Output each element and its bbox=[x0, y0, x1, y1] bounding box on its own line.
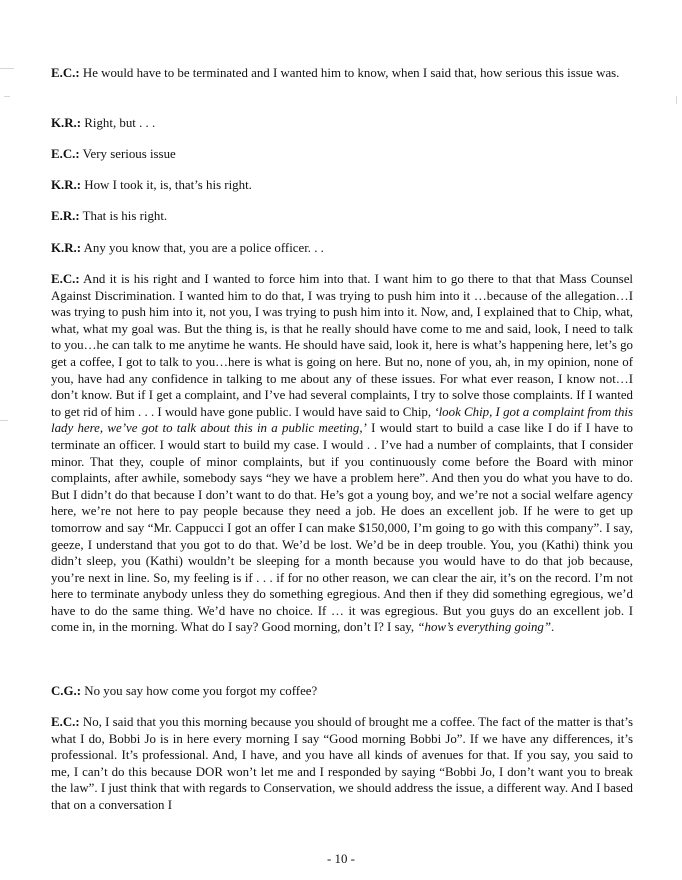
scan-mark bbox=[0, 68, 14, 69]
quoted-statement: ‘look Chip, I got a complaint from this lady here, we’ve got to talk about this in a public meeting,’ bbox=[51, 404, 633, 436]
utterance-text: Any you know that, you are a police officer. . . bbox=[81, 241, 324, 255]
utterance-text: How I took it, is, that’s his right. bbox=[81, 178, 252, 192]
utterance-text: And it is his right and I wanted to force him into that. I want him to go there to that that Mass Counsel Against Discrimination. I wanted him to do that, I was trying to push him into it …because of the allegation…I was trying to push him into it, not you, I was trying to push him into it. Now, and, I explained that to Chip, what, what, what my goal was. But the thing is, is that he really should have come to me and said, look, I need to talk to you…he can talk to me anytime he wants. He should have said, look it, here is what’s happening here, let’s go get a coffee, I got to talk to you…here is what is going on here. But no, none of you, ah, in my opinion, none of you, have had any confidence in talking to me about any of these issues. For what ever reason, I know not…I don’t know. But if I get a complaint, and I’ve had several complaints, I try to solve those complaints. If I wanted to get rid of him . . . I would have gone public. I would have said to Chip, bbox=[51, 272, 633, 419]
scan-mark bbox=[676, 96, 677, 104]
transcript-paragraph bbox=[51, 240, 633, 257]
transcript-paragraph bbox=[51, 115, 633, 132]
utterance-text: No, I said that you this morning because you should of brought me a coffee. The fact of the matter is that’s what I do, Bobbi Jo is in here every morning I say “Good morning Bobbi Jo”. If we have any differences, it’s professional. It’s professional. And, I have, and you have all kinds of avenues for that. If you say, you said to me, I can’t do this because DOR won’t let me and I responded by saying “Bobbi Jo, I don’t want you to break the law”. I just think that with regards to Conservation, we should address the issue, a different way. And I based that on a conversation I bbox=[51, 715, 633, 812]
transcript-paragraph bbox=[51, 146, 633, 163]
transcript-paragraph bbox=[51, 714, 633, 814]
speaker-label: E.C.: bbox=[51, 715, 80, 729]
speaker-label: E.C.: bbox=[51, 272, 80, 286]
speaker-label: K.R.: bbox=[51, 116, 82, 130]
utterance-text: That is his right. bbox=[79, 209, 168, 223]
speaker-label: E.R.: bbox=[51, 209, 80, 223]
utterance-text: No you say how come you forgot my coffee? bbox=[81, 684, 318, 698]
scan-mark bbox=[0, 420, 8, 421]
quoted-statement: “how’s everything going” bbox=[417, 620, 552, 635]
speaker-label: C.G.: bbox=[51, 684, 82, 698]
transcript-paragraph bbox=[51, 208, 633, 225]
speaker-label: K.R.: bbox=[51, 241, 82, 255]
utterance-text: Right, but . . . bbox=[81, 116, 156, 130]
transcript-paragraph bbox=[51, 271, 633, 636]
page-number: - 10 - bbox=[327, 852, 355, 866]
utterance-text: He would have to be terminated and I wanted him to know, when I said that, how serious this issue was. bbox=[79, 66, 620, 80]
utterance-text: Very serious issue bbox=[79, 147, 176, 161]
scan-mark bbox=[4, 96, 10, 97]
utterance-text: I would start to build a case like I do if I have to terminate an officer. I would start to build my case. I would . . I’ve had a number of complaints, that I consider minor. That they, couple of minor complaints, but if you continuously come before the Board with minor complaints, after awhile, somebody says “hey we have a problem here”. And then you do what you have to do. But I didn’t do that because I don’t want to do that. He’s got a young boy, and we’re not a social welfare agency here, we’re not here to pay people because they need a job. He does an excellent job. If he were to get up tomorrow and say “Mr. Cappucci I got an offer I can make $150,000, I’m going to go with this company”. I say, geeze, I understand that you got to do that. We’d be lost. We’d be in deep trouble. You, you (Kathi) think you didn’t sleep, you (Kathi) wouldn’t be sleeping for a month because you would have to do that job because, you’re next in line. So, my feeling is if . . . if for no other reason, we can clear the air, it’s on the record. I’m not here to terminate anybody unless they do something egregious. And then if they did something egregious, we’d have to do the same thing. We’d have no choice. If … it was egregious. But you guys do an excellent job. I come in, in the morning. What do I say? Good morning, don’t I? I say, bbox=[51, 421, 633, 635]
speaker-label: E.C.: bbox=[51, 147, 80, 161]
speaker-label: E.C.: bbox=[51, 66, 80, 80]
transcript-paragraph bbox=[51, 65, 633, 82]
transcript-paragraph bbox=[51, 177, 633, 194]
utterance-text: . bbox=[551, 620, 555, 635]
transcript-paragraph bbox=[51, 683, 633, 700]
speaker-label: K.R.: bbox=[51, 178, 82, 192]
